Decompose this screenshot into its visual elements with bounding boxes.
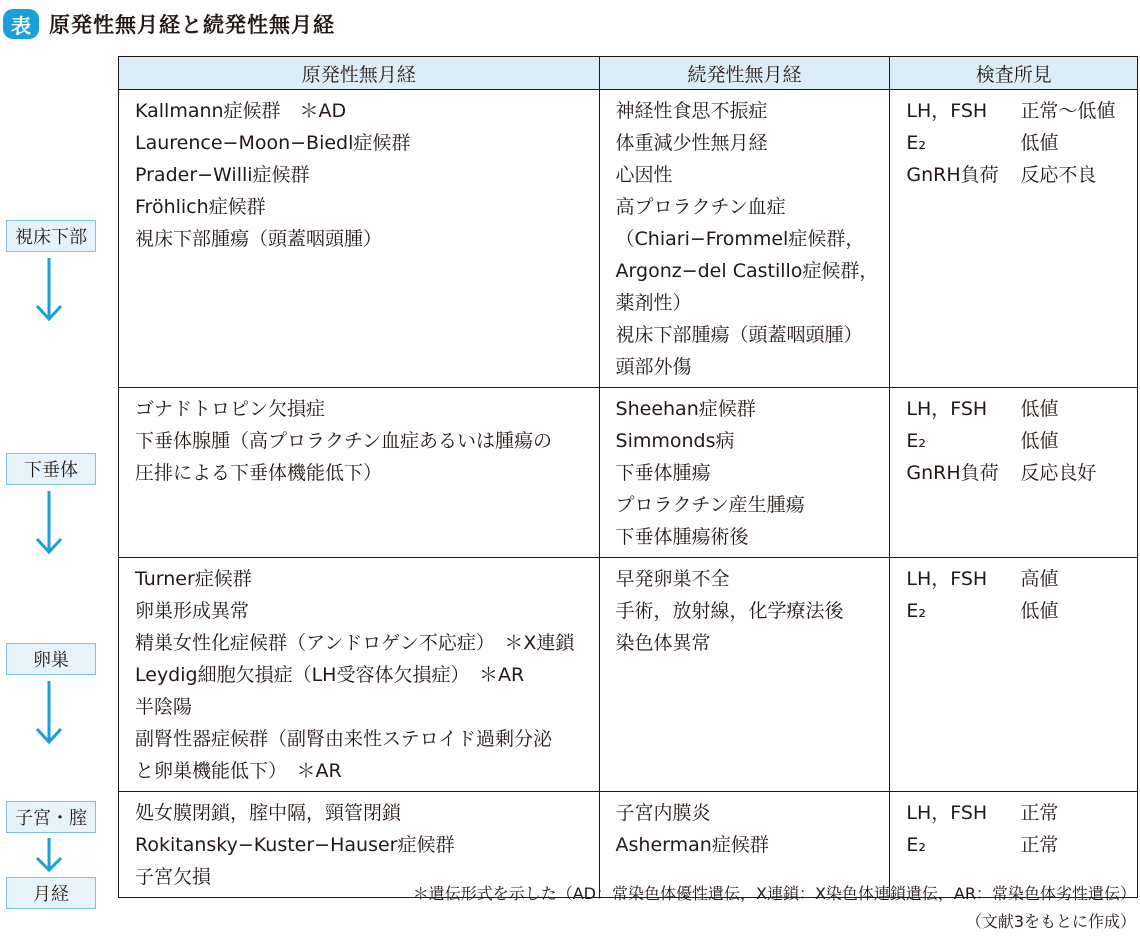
amenorrhea-table xyxy=(118,56,1138,898)
primary-item: 子宮欠損 xyxy=(135,866,212,888)
cell-findings xyxy=(890,558,1138,792)
table-header-row xyxy=(119,57,1138,90)
primary-item: Kallmann症候群 ＊AD xyxy=(135,100,347,122)
header-findings: 検査所見 xyxy=(890,57,1138,90)
table-row-ovary xyxy=(119,558,1138,792)
down-arrow-icon xyxy=(34,679,64,747)
side-label-uterus-vagina: 子宮・腟 xyxy=(6,801,96,833)
primary-item: Rokitansky−Kuster−Hauser症候群 xyxy=(135,834,455,856)
cell-primary xyxy=(119,558,600,792)
footnote xyxy=(413,880,1136,936)
primary-item: 副腎性器症候群（副腎由来性ステロイド過剰分泌 xyxy=(135,728,553,750)
primary-item: ゴナドトロピン欠損症 xyxy=(135,398,326,420)
secondary-item: 薬剤性） xyxy=(615,292,692,314)
finding-item xyxy=(906,563,1131,595)
side-label-pituitary: 下垂体 xyxy=(6,453,96,485)
table-row-pituitary xyxy=(119,388,1138,558)
down-arrow-icon xyxy=(34,489,64,557)
header-primary: 原発性無月経 xyxy=(119,57,600,90)
table-badge: 表 xyxy=(3,9,39,39)
finding-test: GnRH負荷 xyxy=(906,462,999,484)
side-label-menstruation: 月経 xyxy=(6,877,96,909)
finding-item xyxy=(906,127,1131,159)
finding-item xyxy=(906,393,1131,425)
secondary-item: 神経性食思不振症 xyxy=(615,100,768,122)
secondary-item: 早発卵巣不全 xyxy=(615,568,730,590)
primary-item: 精巣女性化症候群（アンドロゲン不応症） ＊X連鎖 xyxy=(135,632,575,654)
finding-result: 反応良好 xyxy=(1020,462,1097,484)
secondary-item: 頭部外傷 xyxy=(615,356,692,378)
cell-primary xyxy=(119,90,600,388)
side-label-hypothalamus: 視床下部 xyxy=(6,220,96,252)
finding-test: LH，FSH xyxy=(906,802,988,824)
finding-test: GnRH負荷 xyxy=(906,164,999,186)
finding-item xyxy=(906,595,1131,627)
page-title: 原発性無月経と続発性無月経 xyxy=(49,13,335,37)
finding-item xyxy=(906,95,1131,127)
finding-result: 低値 xyxy=(1020,430,1059,452)
finding-test: LH，FSH xyxy=(906,100,988,122)
finding-result: 反応不良 xyxy=(1020,164,1097,186)
primary-item: 半陰陽 xyxy=(135,696,193,718)
secondary-item: 体重減少性無月経 xyxy=(615,132,768,154)
primary-item: Turner症候群 xyxy=(135,568,252,590)
secondary-item: 高プロラクチン血症 xyxy=(615,196,786,218)
cell-findings xyxy=(890,90,1138,388)
primary-item: と卵巣機能低下） ＊AR xyxy=(135,760,342,782)
finding-item xyxy=(906,159,1131,191)
finding-test: LH，FSH xyxy=(906,398,988,420)
finding-test: LH，FSH xyxy=(906,568,988,590)
finding-test: E₂ xyxy=(906,132,927,154)
secondary-item: 心因性 xyxy=(615,164,673,186)
primary-item: Leydig細胞欠損症（LH受容体欠損症） ＊AR xyxy=(135,664,525,686)
primary-item: Fröhlich症候群 xyxy=(135,196,266,218)
cell-secondary xyxy=(599,388,890,558)
table-row-hypothalamus xyxy=(119,90,1138,388)
primary-item: 卵巣形成異常 xyxy=(135,600,250,622)
finding-result: 低値 xyxy=(1020,132,1059,154)
finding-item xyxy=(906,425,1131,457)
finding-result: 正常 xyxy=(1020,834,1059,856)
secondary-item: Sheehan症候群 xyxy=(615,398,756,420)
primary-item: 下垂体腺腫（高プロラクチン血症あるいは腫瘍の xyxy=(135,430,553,452)
cell-primary xyxy=(119,388,600,558)
primary-item: Prader−Willi症候群 xyxy=(135,164,310,186)
header-secondary: 続発性無月経 xyxy=(599,57,890,90)
cell-secondary xyxy=(599,90,890,388)
finding-item xyxy=(906,457,1131,489)
primary-item: 圧排による下垂体機能低下） xyxy=(135,462,383,484)
secondary-item: Simmonds病 xyxy=(615,430,735,452)
cell-secondary xyxy=(599,558,890,792)
table-title xyxy=(3,8,335,40)
secondary-item: 下垂体腫瘍 xyxy=(615,462,711,484)
finding-test: E₂ xyxy=(906,430,927,452)
secondary-item: Argonz−del Castillo症候群， xyxy=(615,260,879,282)
finding-result: 正常〜低値 xyxy=(1020,100,1116,122)
secondary-item: 視床下部腫瘍（頭蓋咽頭腫） xyxy=(615,324,863,346)
cell-findings xyxy=(890,388,1138,558)
finding-result: 正常 xyxy=(1020,802,1059,824)
finding-result: 低値 xyxy=(1020,398,1059,420)
down-arrow-icon xyxy=(34,836,64,874)
secondary-item: 子宮内膜炎 xyxy=(615,802,711,824)
finding-item xyxy=(906,797,1131,829)
secondary-item: （Chiari−Frommel症候群， xyxy=(615,228,865,250)
finding-test: E₂ xyxy=(906,600,927,622)
footnote-legend: ＊遺伝形式を示した（AD：常染色体優性遺伝，X連鎖：X染色体連鎖遺伝，AR：常染色体劣性遺伝） xyxy=(412,884,1136,903)
finding-item xyxy=(906,829,1131,861)
finding-result: 高値 xyxy=(1020,568,1059,590)
primary-item: 視床下部腫瘍（頭蓋咽頭腫） xyxy=(135,228,383,250)
secondary-item: 染色体異常 xyxy=(615,632,711,654)
down-arrow-icon xyxy=(34,256,64,324)
secondary-item: プロラクチン産生腫瘍 xyxy=(615,494,805,516)
primary-item: Laurence−Moon−Biedl症候群 xyxy=(135,132,411,154)
finding-result: 低値 xyxy=(1020,600,1059,622)
finding-test: E₂ xyxy=(906,834,927,856)
side-label-ovary: 卵巣 xyxy=(6,643,96,675)
secondary-item: 下垂体腫瘍術後 xyxy=(615,526,749,548)
secondary-item: Asherman症候群 xyxy=(615,834,769,856)
footnote-source: （文献3をもとに作成） xyxy=(965,912,1136,931)
primary-item: 処女膜閉鎖，腟中隔，頸管閉鎖 xyxy=(135,802,402,824)
secondary-item: 手術，放射線，化学療法後 xyxy=(615,600,844,622)
